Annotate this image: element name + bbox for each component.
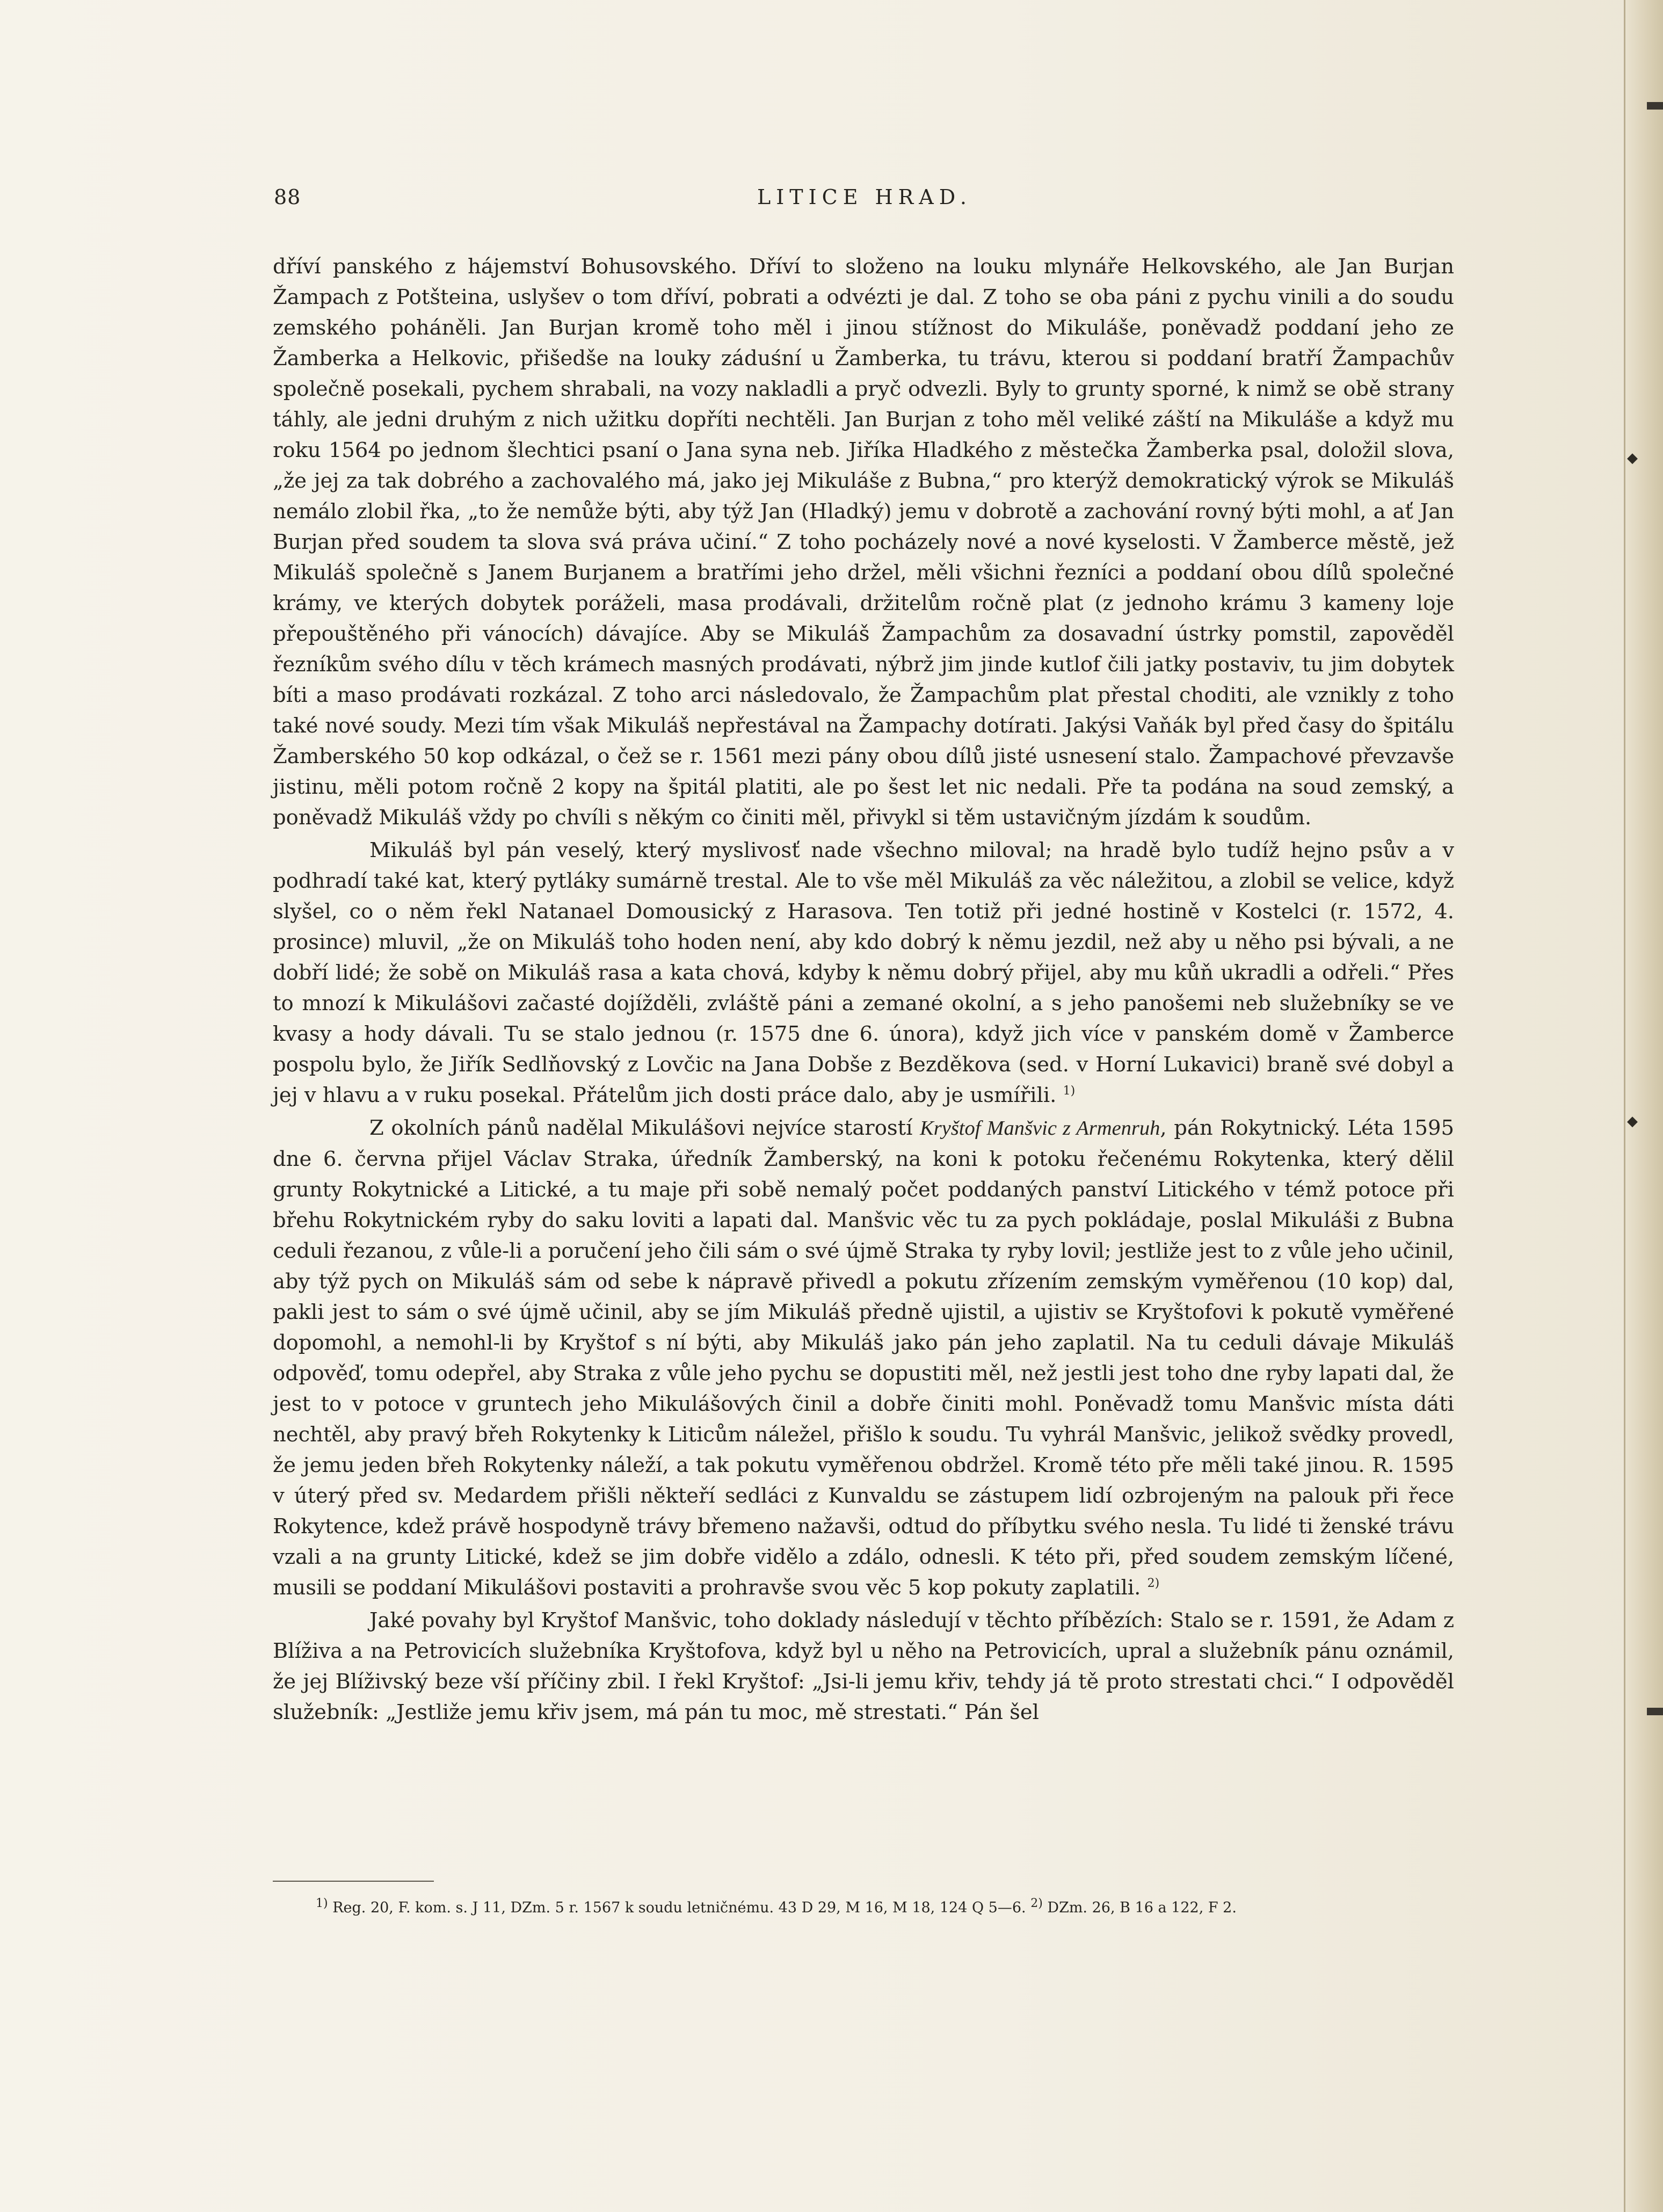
running-title: LITICE HRAD. xyxy=(757,185,972,209)
edge-marker xyxy=(1647,1708,1663,1715)
page-edge-strip xyxy=(1625,0,1663,2212)
paragraph-text: dříví panského z hájemství Bohusovského. Dříví to složeno na louku mlynáře Helkovského, ale Jan Burjan Žampach z Potšteina, uslyšev o tom dříví, pobrati a odvézti je dal. Z toho se oba páni z pychu vinili a do soudu zemského poháněli. Jan Burjan kromě toho měl i jinou stížnost do Mikuláše, poněvadž poddaní jeho ze Žamberka a Helkovic, přišedše na louky záduśní u Žamberka, tu trávu, kterou si poddaní bratří Žampachův společně posekali, pychem shrabali, na vozy nakladli a pryč odvezli. Byly to grunty sporné, k nimž se obě strany táhly, ale jedni druhým z nich užitku dopříti nechtěli. Jan Burjan z toho měl veliké záští na Mikuláše a když mu roku 1564 po jednom šlechtici psaní o Jana syna neb. Jiříka Hladkého z městečka Žamberka psal, doložil slova, „že jej za tak dobrého a zachovalého má, jako jej Mikuláše z Bubna,“ pro kterýž demokratický výrok se Mikuláš nemálo zlobil řka, „to že nemůže býti, aby týž Jan (Hladký) jemu v dobrotě a zachování rovný býti mohl, a ať Jan Burjan před soudem ta slova svá práva učiní.“ Z toho pocházely nové a nové kyselosti. V Žamberce městě, jež Mikuláš společně s Janem Burjanem a bratřími jeho držel, měli všichni řezníci a poddaní obou dílů společné krámy, ve kterých dobytek poráželi, masa prodávali, držitelům ročně plat (z jednoho krámu 3 kameny loje přepouštěného při vánocích) dávajíce. Aby se Mikuláš Žampachům za dosavadní ústrky pomstil, zapověděl řezníkům svého dílu v těch krámech masných prodávati, nýbrž jim jinde kutlof čili jatky postaviv, tu jim dobytek bíti a maso prodávati rozkázal. Z toho arci následovalo, že Žampachům plat přestal choditi, ale vznikly z toho také nové soudy. Mezi tím však Mikuláš nepřestával na Žampachy dotírati. Jakýsi Vaňák byl před časy do špitálu Žamberského 50 kop odkázal, o čež se r. 1561 mezi pány obou dílů jisté usnesení stalo. Žampachové převzavše jistinu, měli potom ročně 2 kopy na špitál platiti, ale po šest let nic nedali. Pře ta podána na soud zemský, a poněvadž Mikuláš vždy po chvíli s někým co činiti měl, přivykl si těm ustavičným jízdám k soudům. xyxy=(273,255,1454,830)
paragraph xyxy=(273,1605,1454,1728)
footnote-mark: 1) xyxy=(316,1897,328,1910)
footnote-1: Reg. 20, F. kom. s. J 11, DZm. 5 r. 1567 k soudu letničnému. 43 D 29, M 16, M 18, 124 Q 5—6. xyxy=(332,1899,1026,1916)
page-header xyxy=(274,185,1455,217)
page-number: 88 xyxy=(274,185,301,209)
paragraph-text: Jaké povahy byl Kryštof Manšvic, toho doklady následují v těchto příbězích: Stalo se r. 1591, že Adam z Blíživa a na Petrovicích služebníka Kryštofova, když byl u něho na Petrovicích, upral a služebník pánu oznámil, že jej Blíživský beze vší příčiny zbil. I řekl Kryštof: „Jsi-li jemu křiv, tehdy já tě proto strestati chci.“ I odpověděl služebník: „Jestliže jemu křiv jsem, má pán tu moc, mě strestati.“ Pán šel xyxy=(273,1608,1454,1724)
footnote-mark: 2) xyxy=(1030,1897,1043,1910)
footnote-mark: 2) xyxy=(1147,1577,1160,1591)
person-name: Kryštof Manšvic z Armenruh xyxy=(920,1117,1160,1140)
paragraph xyxy=(273,835,1454,1111)
margin-diamond-icon: ◆ xyxy=(1627,1113,1638,1129)
paragraph xyxy=(273,251,1454,833)
paragraph-text: Z okolních pánů nadělal Mikulášovi nejvíce starostí xyxy=(369,1116,913,1140)
footnote-2: DZm. 26, B 16 a 122, F 2. xyxy=(1047,1899,1237,1916)
body-text xyxy=(273,251,1454,1728)
paragraph xyxy=(273,1113,1454,1603)
edge-marker xyxy=(1647,102,1663,110)
paragraph-text: , pán Rokytnický. Léta 1595 dne 6. června přijel Václav Straka, úředník Žamberský, na koni k potoku řečenému Rokytenka, který dělil grunty Rokytnické a Litické, a tu maje při sobě nemalý počet poddaných panství Litického v témž potoce při břehu Rokytnickém ryby do saku loviti a lapati dal. Manšvic věc tu za pych pokládaje, poslal Mikuláši z Bubna ceduli řezanou, z vůle-li a poručení jeho čili sám o své újmě Straka ty ryby lovil; jestliže jest to z vůle jeho učinil, aby týž pych on Mikuláš sám od sebe k nápravě přivedl a pokutu zřízením zemským vyměřenou (10 kop) dal, pakli jest to sám o své újmě učinil, aby se jím Mikuláš předně ujistil, a ujistiv se Kryštofovi k pokutě vyměřené dopomohl, a nemohl-li by Kryštof s ní býti, aby Mikuláš jako pán jeho zaplatil. Na tu ceduli dávaje Mikuláš odpověď, tomu odepřel, aby Straka z vůle jeho pychu se dopustiti měl, než jestli jest toho dne ryby lapati dal, že jest to v potoce v gruntech jeho Mikulášových činil a dobře činiti mohl. Poněvadž tomu Manšvic místa dáti nechtěl, aby pravý břeh Rokytenky k Liticům náležel, přišlo k soudu. Tu vyhrál Manšvic, jelikož svědky provedl, že jemu jeden břeh Rokytenky náleží, a tak pokutu vyměřenou obdržel. Kromě této pře měli také jinou. R. 1595 v úterý před sv. Medardem přišli někteří sedláci z Kunvaldu se zástupem lidí ozbrojeným na palouk při řece Rokytence, kdež právě hospodyně trávy břemeno nažavši, odtud do příbytku svého nesla. Tu lidé ti ženské trávu vzali a na grunty Litické, kdež se jim dobře vidělo a zdálo, odnesli. K této při, před soudem zemským líčené, musili se poddaní Mikulášovi postaviti a prohravše svou věc 5 kop pokuty zaplatili. xyxy=(273,1116,1454,1600)
margin-diamond-icon: ◆ xyxy=(1627,450,1638,466)
footnotes xyxy=(273,1896,1454,1920)
paragraph-text: Mikuláš byl pán veselý, který myslivosť nade všechno miloval; na hradě bylo tudíž hejno psův a v podhradí také kat, který pytláky sumárně trestal. Ale to vše měl Mikuláš za věc náležitou, a zlobil se velice, když slyšel, co o něm řekl Natanael Domousický z Harasova. Ten totiž při jedné hostině v Kostelci (r. 1572, 4. prosince) mluvil, „že on Mikuláš toho hoden není, aby kdo dobrý k němu jezdil, než aby u něho psi bývali, a ne dobří lidé; že sobě on Mikuláš rasa a kata chová, kdyby k němu dobrý přijel, aby mu kůň ukradli a odřeli.“ Přes to mnozí k Mikulášovi začasté dojížděli, zvláště páni a zemané okolní, a s jeho panošemi neb služebníky se ve kvasy a hody dávali. Tu se stalo jednou (r. 1575 dne 6. února), když jich více v panském domě v Žamberce pospolu bylo, že Jiřík Sedlňovský z Lovčic na Jana Dobše z Bezděkova (sed. v Horní Lukavici) braně své dobyl a jej v hlavu a v ruku posekal. Přátelům jich dosti práce dalo, aby je usmířili. xyxy=(273,838,1454,1107)
footnote-divider xyxy=(273,1881,434,1882)
footnote-mark: 1) xyxy=(1063,1084,1076,1098)
